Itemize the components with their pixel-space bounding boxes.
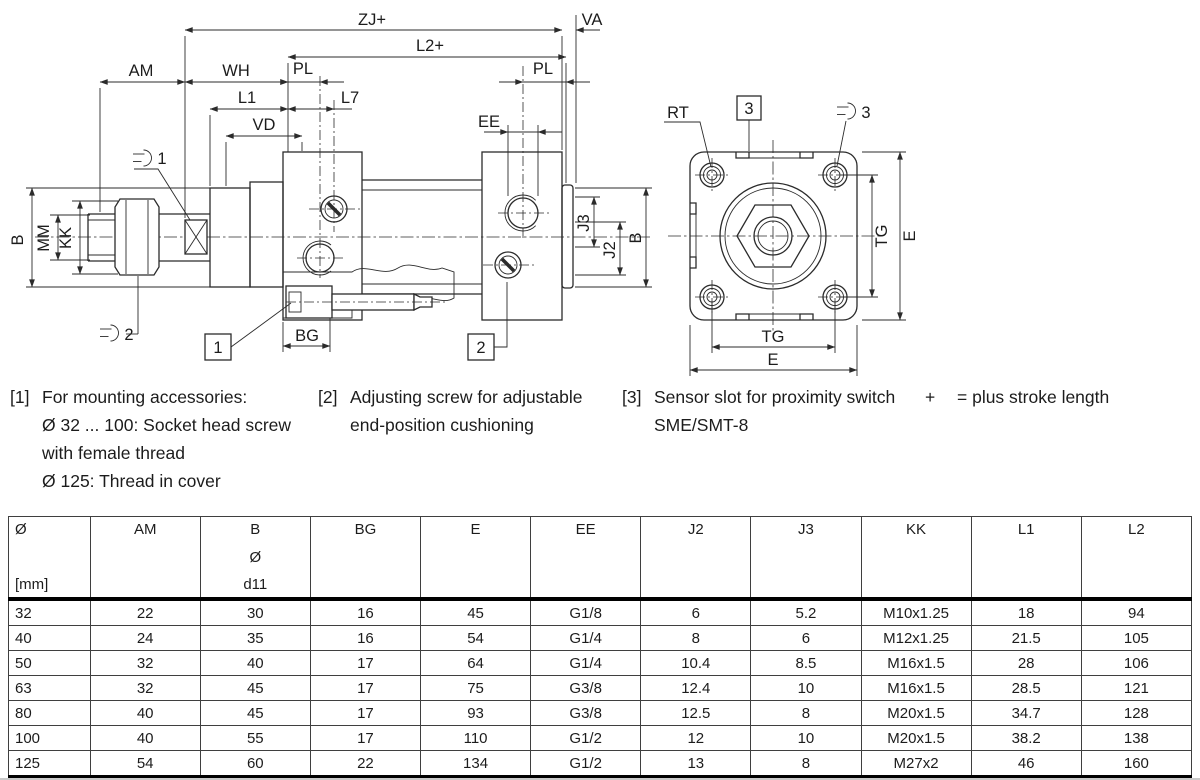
diameter-cell: 40 bbox=[9, 626, 91, 651]
column-header-line: EE bbox=[575, 521, 596, 538]
dim-label-e-bottom: E bbox=[767, 351, 779, 369]
table-row bbox=[9, 701, 1192, 726]
footnote-line: Ø 32 ... 100: Socket head screw bbox=[42, 415, 292, 435]
footnote-line: with female thread bbox=[42, 443, 185, 463]
column-header-line: E bbox=[470, 521, 481, 538]
footnote-block bbox=[318, 383, 582, 439]
footnote-marker: [1] bbox=[10, 387, 30, 407]
table-cell: 5.2 bbox=[751, 599, 861, 626]
column-header-line: BG bbox=[354, 521, 377, 538]
table-cell: M16x1.5 bbox=[861, 651, 971, 676]
table-cell: 40 bbox=[90, 726, 200, 751]
footnote-line: end-position cushioning bbox=[350, 415, 534, 435]
table-row bbox=[9, 626, 1192, 651]
column-header-line: Ø bbox=[15, 521, 27, 538]
table-cell: 45 bbox=[200, 701, 310, 726]
callout-box-1 bbox=[205, 303, 291, 360]
column-header-line: B bbox=[250, 521, 261, 538]
table-cell: 32 bbox=[90, 676, 200, 701]
table-cell: 18 bbox=[971, 599, 1081, 626]
table-cell: 17 bbox=[310, 676, 420, 701]
rod-nut bbox=[115, 199, 159, 275]
wrench-icon bbox=[100, 276, 138, 344]
dim-label-wh: WH bbox=[222, 62, 250, 80]
footnote-marker: [3] bbox=[622, 387, 642, 407]
svg-text:1: 1 bbox=[213, 339, 223, 357]
column-header bbox=[531, 517, 641, 600]
footnote-line: = plus stroke length bbox=[957, 387, 1110, 407]
table-cell: 32 bbox=[90, 651, 200, 676]
dim-label-pl-right: PL bbox=[532, 60, 554, 78]
dim-label-j3: J3 bbox=[575, 214, 593, 232]
table-cell: 22 bbox=[310, 751, 420, 778]
table-cell: G1/4 bbox=[531, 626, 641, 651]
dim-label-l1: L1 bbox=[237, 89, 257, 107]
table-cell: M20x1.5 bbox=[861, 726, 971, 751]
table-cell: 8 bbox=[751, 751, 861, 778]
table-row bbox=[9, 651, 1192, 676]
table-cell: 17 bbox=[310, 651, 420, 676]
table-cell: 8 bbox=[751, 701, 861, 726]
footnote-block bbox=[10, 383, 291, 495]
table-cell: 45 bbox=[200, 676, 310, 701]
footnote-marker: + bbox=[925, 387, 936, 407]
table-cell: 28 bbox=[971, 651, 1081, 676]
footnotes-section bbox=[0, 383, 1200, 511]
table-cell: 10.4 bbox=[641, 651, 751, 676]
dimensions-table-section bbox=[8, 516, 1192, 779]
table-cell: G1/4 bbox=[531, 651, 641, 676]
table-cell: 12.4 bbox=[641, 676, 751, 701]
table-cell: G1/2 bbox=[531, 751, 641, 778]
table-cell: M27x2 bbox=[861, 751, 971, 778]
table-cell: 8 bbox=[641, 626, 751, 651]
table-cell: 35 bbox=[200, 626, 310, 651]
table-cell: 40 bbox=[90, 701, 200, 726]
table-cell: 93 bbox=[421, 701, 531, 726]
table-cell: 16 bbox=[310, 626, 420, 651]
table-cell: 21.5 bbox=[971, 626, 1081, 651]
footnote-line: Adjusting screw for adjustable bbox=[350, 387, 583, 407]
table-cell: 34.7 bbox=[971, 701, 1081, 726]
table-cell: 17 bbox=[310, 726, 420, 751]
table-cell: 22 bbox=[90, 599, 200, 626]
table-row bbox=[9, 676, 1192, 701]
table-cell: 10 bbox=[751, 726, 861, 751]
dim-label-va: VA bbox=[581, 11, 603, 29]
table-cell: 54 bbox=[90, 751, 200, 778]
column-header-line: J2 bbox=[687, 521, 704, 538]
table-cell: 121 bbox=[1081, 676, 1191, 701]
table-cell: 64 bbox=[421, 651, 531, 676]
column-header bbox=[421, 517, 531, 600]
table-cell: 30 bbox=[200, 599, 310, 626]
dim-label-l2: L2+ bbox=[416, 37, 444, 55]
wrench-2-number: 2 bbox=[124, 326, 134, 344]
table-row bbox=[9, 599, 1192, 626]
diameter-cell: 32 bbox=[9, 599, 91, 626]
dim-label-b-left: B bbox=[9, 234, 27, 246]
dim-label-j2: J2 bbox=[601, 241, 619, 259]
table-cell: 75 bbox=[421, 676, 531, 701]
dim-label-e-right: E bbox=[901, 230, 919, 242]
table-cell: 6 bbox=[751, 626, 861, 651]
table-cell: 40 bbox=[200, 651, 310, 676]
footnote-block bbox=[622, 383, 895, 439]
table-cell: 28.5 bbox=[971, 676, 1081, 701]
svg-text:2: 2 bbox=[476, 339, 486, 357]
table-cell: G3/8 bbox=[531, 701, 641, 726]
dim-label-zj: ZJ+ bbox=[358, 11, 386, 29]
right-end-cap bbox=[482, 152, 562, 320]
table-cell: 106 bbox=[1081, 651, 1191, 676]
column-header bbox=[971, 517, 1081, 600]
front-extension-lines bbox=[690, 152, 906, 376]
column-header-line: KK bbox=[906, 521, 927, 538]
table-cell: 13 bbox=[641, 751, 751, 778]
diameter-cell: 100 bbox=[9, 726, 91, 751]
table-cell: 6 bbox=[641, 599, 751, 626]
column-header-line: Ø bbox=[249, 548, 262, 566]
front-view-drawing bbox=[664, 96, 919, 376]
table-cell: 16 bbox=[310, 599, 420, 626]
column-header bbox=[200, 517, 310, 600]
footnote-line: Sensor slot for proximity switch bbox=[654, 387, 896, 407]
table-cell: 160 bbox=[1081, 751, 1191, 778]
table-cell: 55 bbox=[200, 726, 310, 751]
footnote-marker: [2] bbox=[318, 387, 338, 407]
diameter-cell: 63 bbox=[9, 676, 91, 701]
column-header bbox=[751, 517, 861, 600]
dim-label-mm: MM bbox=[35, 224, 53, 252]
table-row bbox=[9, 726, 1192, 751]
table-cell: M10x1.25 bbox=[861, 599, 971, 626]
table-cell: 10 bbox=[751, 676, 861, 701]
diameter-cell: 50 bbox=[9, 651, 91, 676]
footnote-line: SME/SMT-8 bbox=[654, 415, 749, 435]
column-header bbox=[861, 517, 971, 600]
table-cell: G1/2 bbox=[531, 726, 641, 751]
table-cell: 110 bbox=[421, 726, 531, 751]
table-cell: 105 bbox=[1081, 626, 1191, 651]
column-header bbox=[90, 517, 200, 600]
footnote-line: For mounting accessories: bbox=[42, 387, 248, 407]
column-header-line: L2 bbox=[1128, 521, 1145, 538]
table-cell: G3/8 bbox=[531, 676, 641, 701]
dim-label-bg: BG bbox=[295, 327, 319, 345]
table-row bbox=[9, 751, 1192, 778]
dim-label-l7: L7 bbox=[340, 89, 360, 107]
table-header-row bbox=[9, 517, 1192, 600]
table-cell: 128 bbox=[1081, 701, 1191, 726]
dim-label-kk: KK bbox=[57, 226, 75, 250]
dim-label-vd: VD bbox=[252, 116, 276, 134]
table-cell: 134 bbox=[421, 751, 531, 778]
wrench-1-number: 1 bbox=[157, 150, 167, 168]
side-view-drawing bbox=[9, 11, 652, 360]
dim-label-ee: EE bbox=[477, 113, 501, 131]
table-cell: 24 bbox=[90, 626, 200, 651]
column-header bbox=[310, 517, 420, 600]
table-cell: 138 bbox=[1081, 726, 1191, 751]
diameter-cell: 125 bbox=[9, 751, 91, 778]
diameter-cell: 80 bbox=[9, 701, 91, 726]
footnote-line: Ø 125: Thread in cover bbox=[42, 471, 221, 491]
dim-label-tg-right: TG bbox=[873, 224, 891, 248]
dim-label-b-right: B bbox=[627, 232, 645, 244]
table-cell: 12.5 bbox=[641, 701, 751, 726]
table-cell: M12x1.25 bbox=[861, 626, 971, 651]
footnote-block bbox=[925, 383, 1109, 411]
callout-box-3 bbox=[737, 96, 761, 151]
svg-text:3: 3 bbox=[744, 100, 754, 118]
wrench-3-number: 3 bbox=[861, 104, 871, 122]
column-header bbox=[641, 517, 751, 600]
cylinder-drawing-svg bbox=[0, 0, 1200, 380]
dim-label-pl-left: PL bbox=[292, 60, 314, 78]
table-cell: 45 bbox=[421, 599, 531, 626]
table-cell: G1/8 bbox=[531, 599, 641, 626]
table-cell: 54 bbox=[421, 626, 531, 651]
column-header-line: L1 bbox=[1017, 521, 1035, 538]
table-cell: 17 bbox=[310, 701, 420, 726]
table-cell: M20x1.5 bbox=[861, 701, 971, 726]
dim-label-tg-bottom: TG bbox=[761, 328, 785, 346]
table-cell: 60 bbox=[200, 751, 310, 778]
table-cell: 8.5 bbox=[751, 651, 861, 676]
column-header bbox=[9, 517, 91, 600]
column-header-line: [mm] bbox=[15, 576, 49, 593]
column-header-line: AM bbox=[133, 521, 157, 538]
svg-text:RT: RT bbox=[667, 104, 689, 122]
table-cell: M16x1.5 bbox=[861, 676, 971, 701]
end-plate bbox=[562, 185, 573, 288]
column-header-line: d11 bbox=[243, 576, 268, 593]
rt-label bbox=[664, 104, 711, 167]
table-cell: 94 bbox=[1081, 599, 1191, 626]
table-cell: 12 bbox=[641, 726, 751, 751]
column-header-line: J3 bbox=[798, 521, 814, 538]
dimensions-table bbox=[8, 516, 1192, 779]
technical-drawing bbox=[0, 0, 1200, 380]
table-cell: 46 bbox=[971, 751, 1081, 778]
column-header bbox=[1081, 517, 1191, 600]
dim-label-am: AM bbox=[128, 62, 154, 80]
table-cell: 38.2 bbox=[971, 726, 1081, 751]
